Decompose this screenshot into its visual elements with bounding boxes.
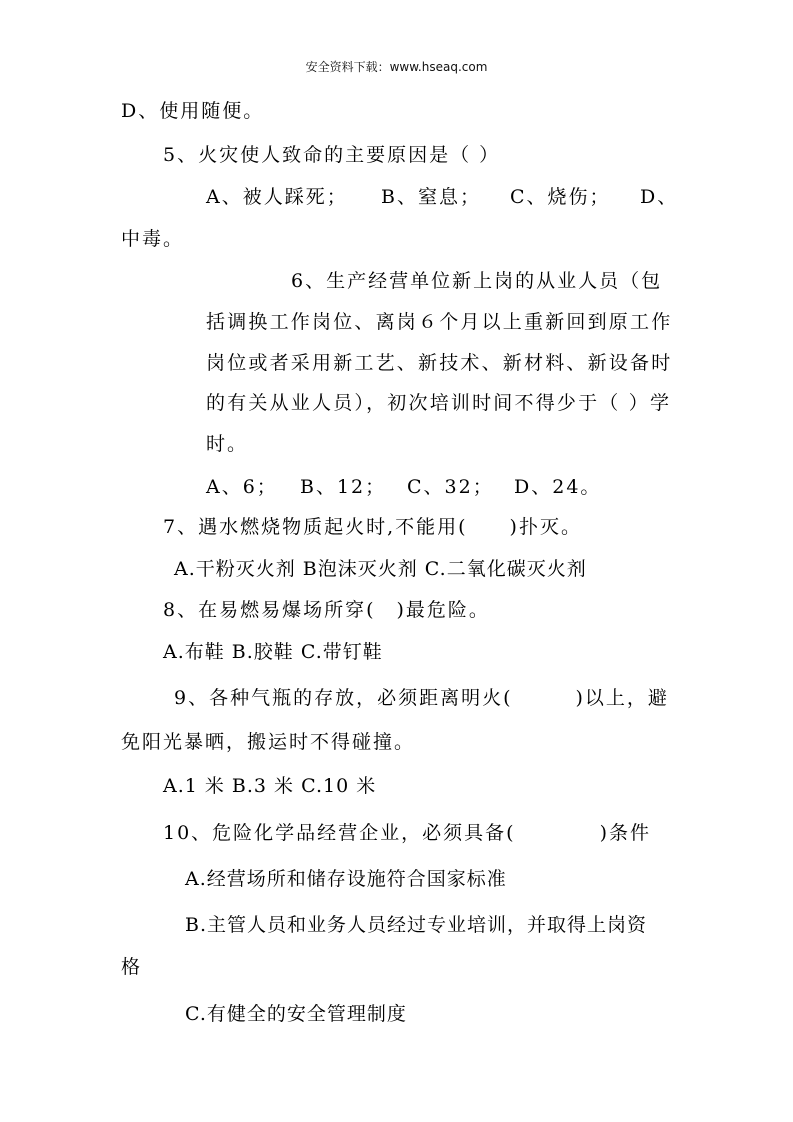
question-8: 8、在易燃易爆场所穿( )最危险。 [163,599,490,621]
q6-option-d: D、24。 [514,476,602,498]
q10-option-b-line-2: 格 [121,956,143,978]
question-6-line-3: 岗位或者采用新工艺、新技术、新材料、新设备时 [206,352,673,374]
line-answer-d: D、使用随便。 [121,100,265,122]
q10-option-a: A.经营场所和储存设施符合国家标准 [185,868,507,890]
q7-options: A.干粉灭火剂 B泡沫灭火剂 C.二氧化碳灭火剂 [174,558,587,580]
q5-option-d: D、 [640,186,679,208]
q10-option-b-line-1: B.主管人员和业务人员经过专业培训，并取得上岗资 [185,914,648,936]
q6-option-a: A、6； [206,476,278,498]
q5-option-d-cont: 中毒。 [121,228,185,250]
question-6-line-2: 括调换工作岗位、离岗６个月以上重新回到原工作 [206,311,673,333]
q5-option-b: B、窒息； [381,186,481,208]
question-6-line-4: 的有关从业人员），初次培训时间不得少于（ ）学 [206,392,672,414]
question-6-line-5: 时。 [206,433,249,455]
question-5: 5、火灾使人致命的主要原因是（ ） [163,144,501,166]
question-10: 10、危险化学品经营企业，必须具备( )条件 [163,822,652,844]
q6-option-b: B、12； [300,476,387,498]
question-7: 7、遇水燃烧物质起火时,不能用( )扑灭。 [163,516,582,538]
q10-option-c: C.有健全的安全管理制度 [185,1003,407,1025]
q8-options: A.布鞋 B.胶鞋 C.带钉鞋 [163,641,383,663]
q5-option-c: C、烧伤； [510,186,611,208]
page-header: 安全资料下载：www.hseaq.com [305,60,488,74]
q9-options: A.1 米 B.3 米 C.10 米 [163,775,377,797]
q5-option-a: A、被人踩死； [206,186,348,208]
question-9-line-2: 免阳光暴晒，搬运时不得碰撞。 [121,731,416,753]
question-6-line-1: 6、生产经营单位新上岗的从业人员（包 [291,270,663,292]
q6-option-c: C、32； [407,476,494,498]
question-9-line-1: 9、各种气瓶的存放，必须距离明火( )以上，避 [174,687,669,709]
